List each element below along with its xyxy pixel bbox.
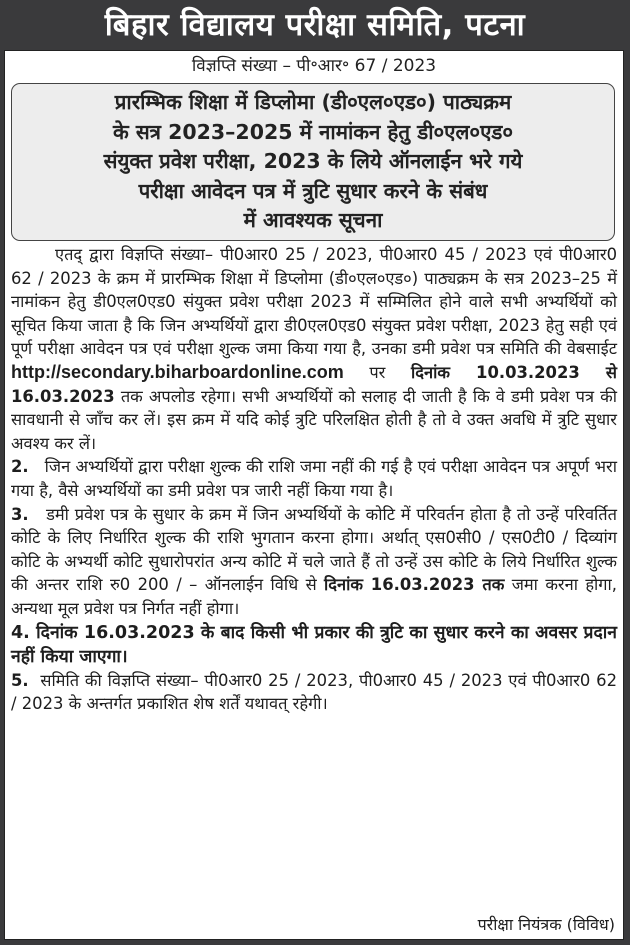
point-4: 4. दिनांक 16.03.2023 के बाद किसी भी प्रकार की त्रुटि का सुधार करने का अवसर प्रदान नहीं किया जाएगा। [11,622,617,667]
para1-text-b: पर [369,362,386,382]
paragraph-1 [11,243,617,455]
subject-line: के सत्र 2023–2025 में नामांकन हेतु डी०एल०एड० [112,119,514,144]
para1-text-c: तक अपलोड रहेगा। सभी अभ्यर्थियों को सलाह दी जाती है कि वे डमी प्रवेश पत्र की सावधानी से जाँच कर लें। इस क्रम में यदि कोई त्रुटि परिलक्षित होती है तो वे उक्त अवधि में त्रुटि सुधार अवश्य कर लें। [11,386,617,453]
point-3 [11,503,617,621]
point-3-deadline: दिनांक 16.03.2023 तक [324,575,505,595]
point-3-text: डमी प्रवेश पत्र के सुधार के क्रम में जिन अभ्यर्थियों के कोटि में परिवर्तन होता है तो उन्हें परिवर्तित कोटि के लिए निर्धारित शुल्क की राशि भुगतान करना होगा। अर्थात् एस0सी0 / एस0टी0 / दिव्यांग कोटि के अभ्यर्थी कोटि सुधारोपरांत अन्य कोटि में चले जाते हैं तो उन्हें उस कोटि के लिये निर्धारित शुल्क की अन्तर राशि रु0 200 / – ऑनलाईन विधि से [11,504,617,595]
point-5-text: समिति की विज्ञप्ति संख्या– पी0आर0 25 / 2023, पी0आर0 45 / 2023 एवं पी0आर0 62 / 2023 के अन्तर्गत प्रकाशित शेष शर्तें यथावत् रहेगी। [11,670,617,714]
para1-text: एतद् द्वारा विज्ञप्ति संख्या– पी0आर0 25 / 2023, पी0आर0 45 / 2023 एवं पी0आर0 62 / 2023 के क्रम में प्रारम्भिक शिक्षा में डिप्लोमा (डी०एल०एड०) पाठ्यक्रम के सत्र 2023–25 में नामांकन हेतु डी0एल0एड0 संयुक्त प्रवेश परीक्षा 2023 में सम्मिलित होने वाले सभी अभ्यर्थियों को सूचित किया जाता है कि जिन अभ्यर्थियों द्वारा डी0एल0एड0 संयुक्त प्रवेश परीक्षा, 2023 हेतु सही एवं पूर्ण परीक्षा आवेदन पत्र एवं परीक्षा शुल्क जमा किया गया है, उनका डमी प्रवेश पत्र समिति की वेबसाईट [11,245,617,359]
upload-dates: दिनांक 10.03.2023 से 16.03.2023 [11,362,617,406]
website-link[interactable]: http://secondary.biharboardonline.com [11,361,344,382]
subject-line: में आवश्यक सूचना [243,208,383,232]
point-2-text: जिन अभ्यर्थियों द्वारा परीक्षा शुल्क की राशि जमा नहीं की गई है एवं परीक्षा आवेदन पत्र अपूर्ण भरा गया है, वैसे अभ्यर्थियों का डमी प्रवेश पत्र जारी नहीं किया गया है। [11,457,617,500]
point-5 [11,669,617,716]
point-2 [11,455,617,502]
subject-line: संयुक्त प्रवेश परीक्षा, 2023 के लिये ऑनलाईन भरे गये [103,149,523,173]
notice-sheet [4,50,624,940]
subject-box [11,83,615,241]
notice-body [11,243,617,716]
point-3-number: 3. [11,504,29,524]
subject-line: परीक्षा आवेदन पत्र में त्रुटि सुधार करने के संबंध [138,178,488,203]
point-2-number: 2. [11,457,29,477]
board-title: बिहार विद्यालय परीक्षा समिति, पटना [0,0,630,50]
point-5-number: 5. [11,670,29,690]
signature: परीक्षा नियंत्रक (विविध) [477,915,615,934]
subject-line: प्रारम्भिक शिक्षा में डिप्लोमा (डी०एल०एड०) पाठ्यक्रम [114,90,512,114]
point-3-tail: जमा करना होगा, अन्यथा मूल प्रवेश पत्र निर्गत नहीं होगा। [11,575,617,618]
notice-number: विज्ञप्ति संख्या – पी॰आर॰ 67 / 2023 [191,56,437,76]
